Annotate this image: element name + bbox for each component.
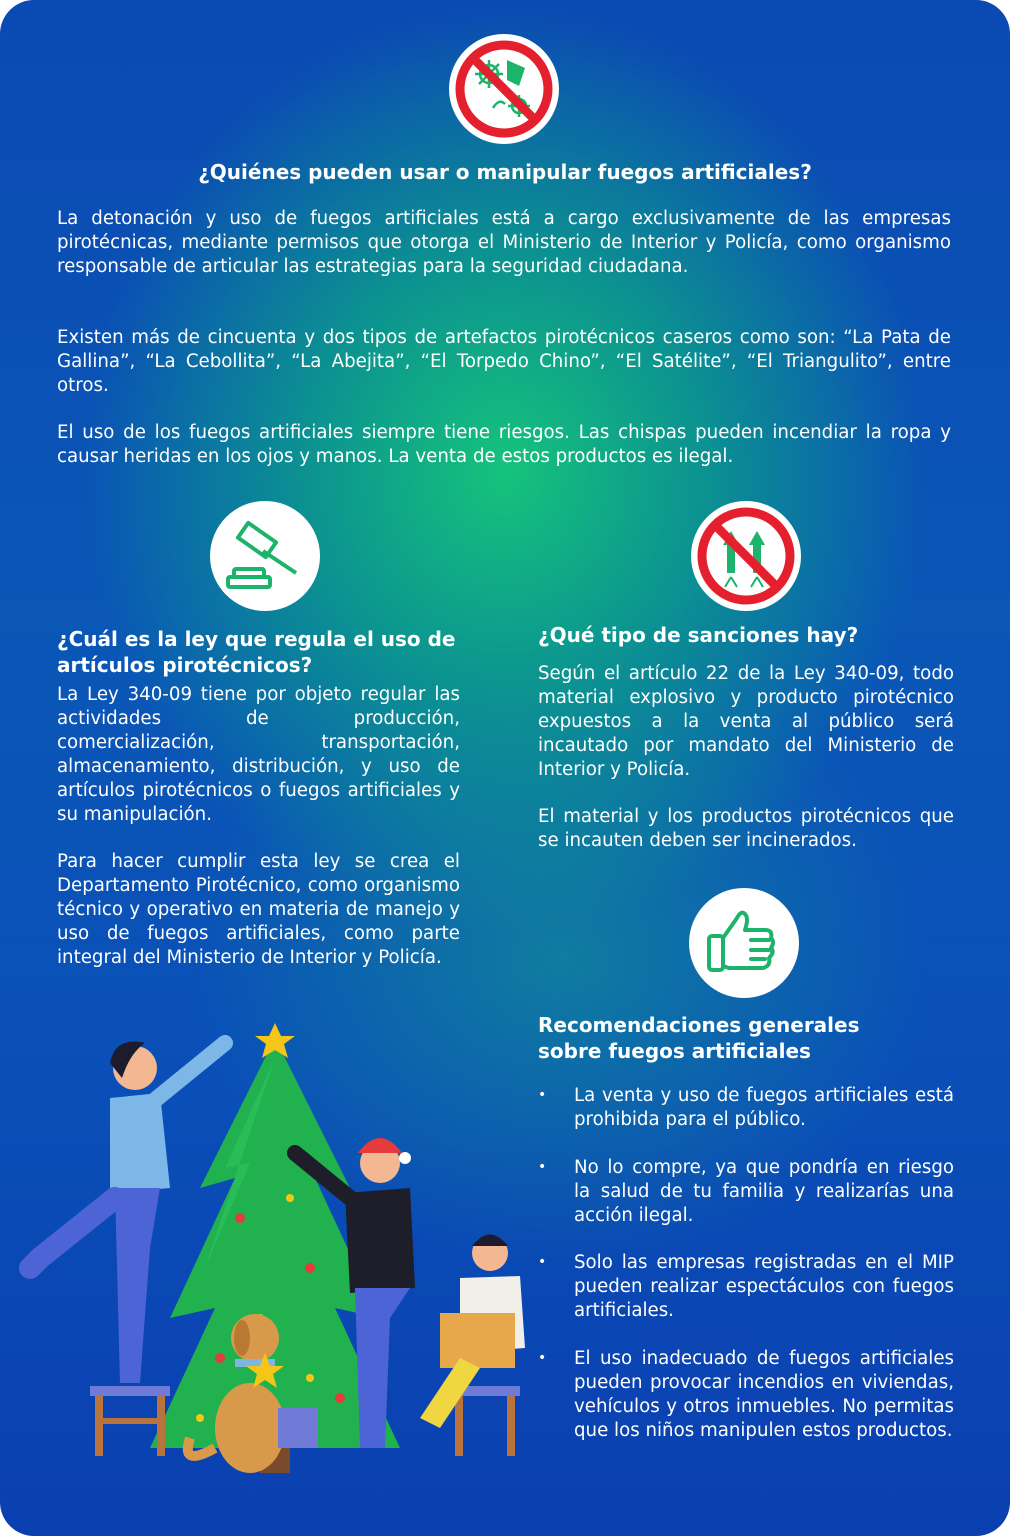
sanctions-paragraph-1: Según el artículo 22 de la Ley 340-09, todo material explosivo y producto pirotécnico expuestos a la venta al público será incautado por mandato del Ministerio de Interior y Policía. [538,663,954,780]
list-item: • No lo compre, ya que pondría en riesgo la salud de tu familia y realizarías una acción ilegal. [538,1156,954,1228]
sanctions-title: ¿Qué tipo de sanciones hay? [538,623,859,647]
sanctions-paragraph-2: El material y los productos pirotécnicos que se incauten deben ser incinerados. [538,806,954,851]
law-paragraph-2: Para hacer cumplir esta ley se crea el Departamento Pirotécnico, como organismo técnico y operativo en materia de manejo y uso de fuegos artificiales, como parte integral del Ministerio de Interior y Policía. [57,851,460,968]
law-paragraph-1: La Ley 340-09 tiene por objeto regular las actividades de producción, comercialización, transportación, almacenamiento, distribución, y uso de artículos pirotécnicos o fuegos artificiales y su manipulación. [57,684,460,825]
list-item: • El uso inadecuado de fuegos artificiales pueden provocar incendios en viviendas, vehículos y otros inmuebles. No permitas que los niños manipulen estos productos. [538,1347,954,1443]
list-item: • La venta y uso de fuegos artificiales está prohibida para el público. [538,1084,954,1132]
thumbs-up-icon [689,888,799,998]
recommendations-title: Recomendaciones generales sobre fuegos artificiales [538,1013,860,1063]
intro-paragraph-3: El uso de los fuegos artificiales siempre tiene riesgos. Las chispas pueden incendiar la ropa y causar heridas en los ojos y manos. La venta de estos productos es ilegal. [57,422,951,467]
intro-paragraph-1: La detonación y uso de fuegos artificiales está a cargo exclusivamente de las empresas pirotécnicas, mediante permisos que otorga el Ministerio de Interior y Policía, como organismo responsable de articular las estrategias para la seguridad ciudadana. [57,208,951,277]
list-item: • Solo las empresas registradas en el MIP pueden realizar espectáculos con fuegos artificiales. [538,1251,954,1323]
intro-title: ¿Quiénes pueden usar o manipular fuegos artificiales? [198,160,812,184]
christmas-tree-illustration [10,1018,540,1488]
recommendations-list [538,1084,954,1466]
intro-paragraph-2: Existen más de cincuenta y dos tipos de artefactos pirotécnicos caseros como son: “La Pata de Gallina”, “La Cebollita”, “La Abejita”, “El Torpedo Chino”, “El Satélite”, “El Triangulito”, entre otros. [57,327,951,396]
no-fireworks-icon [449,34,559,144]
no-rockets-icon [691,501,801,611]
law-title: ¿Cuál es la ley que regula el uso de artículos pirotécnicos? [57,627,456,677]
gavel-icon [210,501,320,611]
